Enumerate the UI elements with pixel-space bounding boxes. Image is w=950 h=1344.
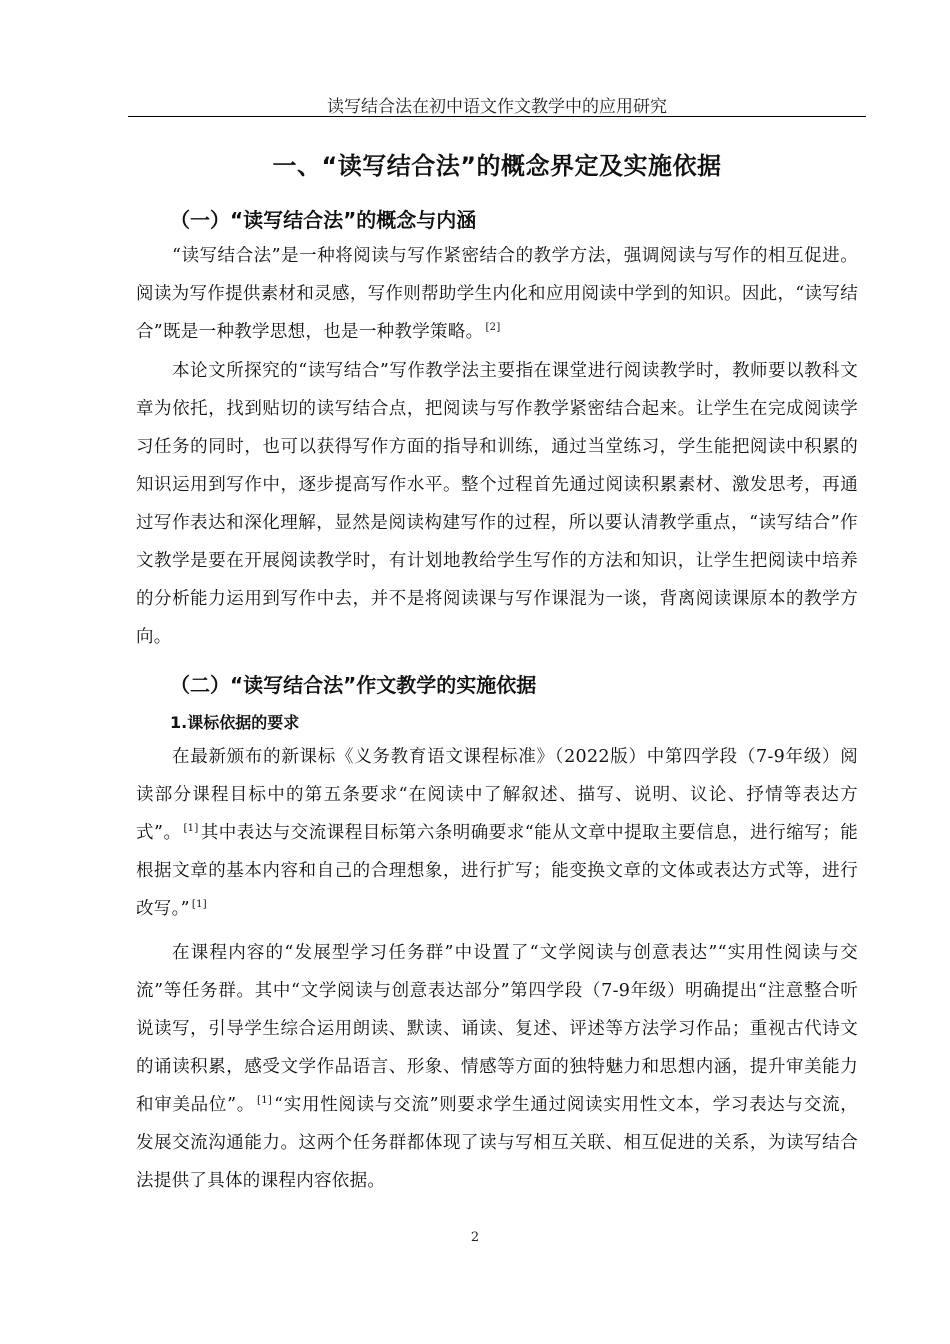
paragraph-3-text-b: 其中表达与交流课程目标第六条明确要求“能从文章中提取主要信息，进行缩写；能根据文章的基本内容和自己的合理想象，进行扩写；能变换文章的文体或表达方式等，进行改写。” xyxy=(136,823,858,919)
header-divider xyxy=(128,116,866,117)
citation-ref: [1] xyxy=(183,823,199,834)
paragraph-2: 本论文所探究的“读写结合”写作教学法主要指在课堂进行阅读教学时，教师要以教科文章为依托，找到贴切的读写结合点，把阅读与写作教学紧密结合起来。让学生在完成阅读学习任务的同时，也可以获得写作方面的指导和训练，通过当堂练习，学生能把阅读中积累的知识运用到写作中，逐步提高写作水平。整个过程首先通过阅读积累素材、激发思考，再通过写作表达和深化理解，显然是阅读构建写作的过程，所以要认清教学重点，“读写结合”作文教学是要在开展阅读教学时，有计划地教给学生写作的方法和知识，让学生把阅读中培养的分析能力运用到写作中去，并不是将阅读课与写作课混为一谈，背离阅读课原本的教学方向。 xyxy=(136,361,858,647)
subsection-heading-1: 1.课标依据的要求 xyxy=(170,713,300,732)
citation-ref: [1] xyxy=(257,1095,273,1106)
paragraph-1 xyxy=(136,237,858,351)
paragraph-4-text-a: 在课程内容的“发展型学习任务群”中设置了“文学阅读与创意表达”“实用性阅读与交流”等任务群。其中“文学阅读与创意表达部分”第四学段（7-9年级）明确提出“注意整合听说读写，引导学生综合运用朗读、默读、诵读、复述、评述等方法学习作品；重视古代诗文的诵读积累，感受文学作品语言、形象、情感等方面的独特魅力和思想内涵，提升审美能力和审美品位”。 xyxy=(136,943,858,1115)
running-header: 读写结合法在初中语文作文教学中的应用研究 xyxy=(327,97,667,117)
paragraph-3 xyxy=(136,738,858,928)
citation-ref: [1] xyxy=(191,899,207,910)
paragraph-4-text-b: “实用性阅读与交流”则要求学生通过阅读实用性文本，学习表达与交流，发展交流沟通能力。这两个任务群都体现了读与写相互关联、相互促进的关系，为读写结合法提供了具体的课程内容依据。 xyxy=(136,1095,859,1191)
section-heading-2: （二）“读写结合法”作文教学的实施依据 xyxy=(170,673,537,697)
paragraph-1-text: “读写结合法”是一种将阅读与写作紧密结合的教学方法，强调阅读与写作的相互促进。阅读为写作提供素材和灵感，写作则帮助学生内化和应用阅读中学到的知识。因此，“读写结合”既是一种教学思想，也是一种教学策略。 xyxy=(136,246,858,342)
citation-ref: [2] xyxy=(485,322,501,333)
paragraph-3-text-a: 在最新颁布的新课标《义务教育语文课程标准》（2022版）中第四学段（7-9年级）阅读部分课程目标中的第五条要求“在阅读中了解叙述、描写、说明、议论、抒情等表达方式”。 xyxy=(136,747,858,843)
section-heading-1: （一）“读写结合法”的概念与内涵 xyxy=(170,208,477,232)
paragraph-4 xyxy=(136,934,858,1200)
page-number: 2 xyxy=(470,1230,480,1245)
chapter-title: 一、“读写结合法”的概念界定及实施依据 xyxy=(272,152,722,180)
